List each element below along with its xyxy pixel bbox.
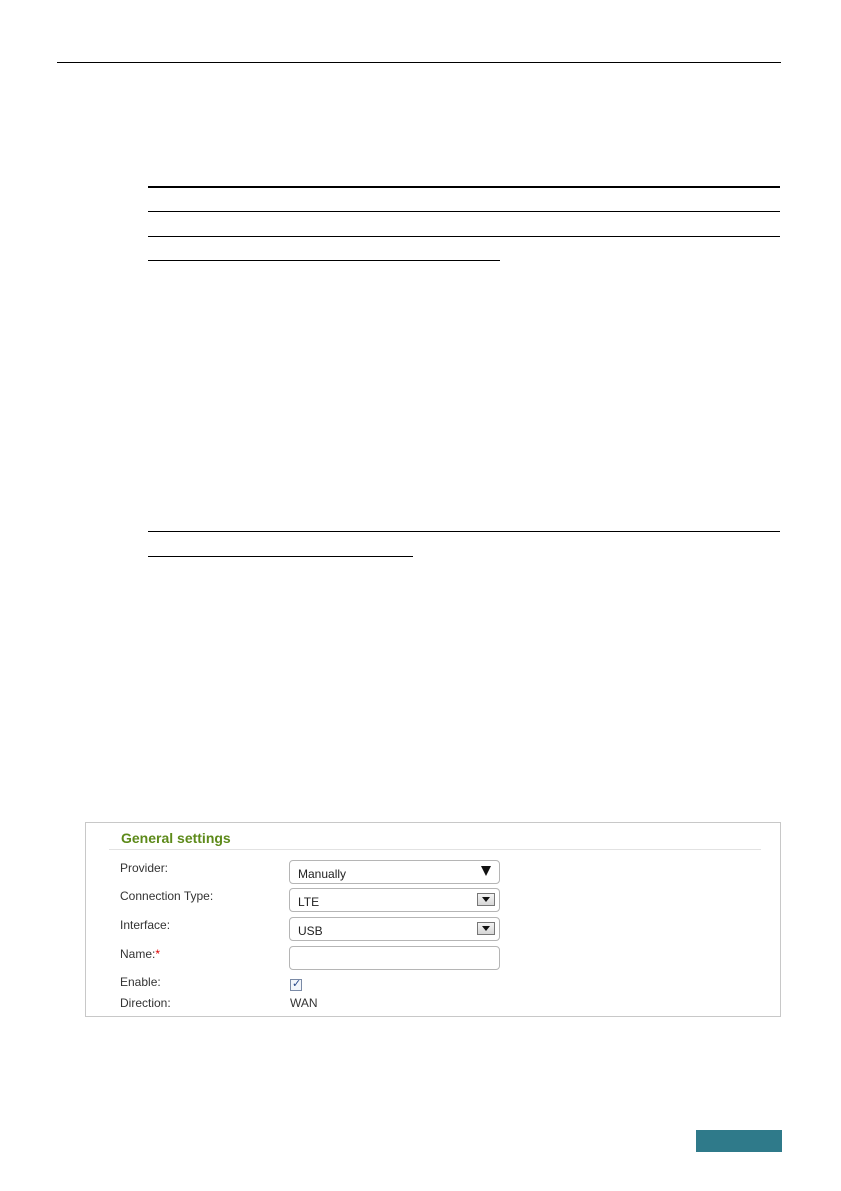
- provider-label: Provider:: [120, 861, 169, 875]
- enable-label: Enable:: [120, 975, 161, 989]
- name-label-text: Name:: [120, 947, 156, 961]
- enable-checkbox[interactable]: [290, 979, 302, 991]
- dropdown-arrow-icon[interactable]: [477, 893, 495, 906]
- provider-select[interactable]: [289, 860, 500, 884]
- required-marker: *: [155, 947, 161, 961]
- direction-label: Direction:: [120, 996, 171, 1010]
- interface-value: USB: [298, 924, 323, 938]
- panel-title-divider: [109, 849, 761, 850]
- panel-title: General settings: [121, 830, 231, 846]
- table-line: [148, 531, 780, 532]
- table-line: [148, 186, 780, 188]
- interface-label: Interface:: [120, 918, 171, 932]
- connection-type-label: Connection Type:: [120, 889, 214, 903]
- dropdown-arrow-icon[interactable]: [477, 922, 495, 935]
- page-number-badge: [696, 1130, 782, 1152]
- interface-select[interactable]: [289, 917, 500, 941]
- name-input[interactable]: [289, 946, 500, 970]
- triangle-down-icon: [481, 866, 491, 876]
- checkmark-icon: ✓: [292, 978, 302, 990]
- connection-type-value: LTE: [298, 895, 320, 909]
- table-line: [148, 236, 780, 237]
- header-rule: [57, 62, 781, 63]
- general-settings-panel: [85, 822, 781, 1017]
- connection-type-select[interactable]: [289, 888, 500, 912]
- table-line: [148, 556, 413, 557]
- name-label: [120, 947, 160, 961]
- table-line: [148, 260, 500, 261]
- provider-value: Manually: [298, 867, 347, 881]
- table-line: [148, 211, 780, 212]
- direction-value: WAN: [290, 996, 318, 1010]
